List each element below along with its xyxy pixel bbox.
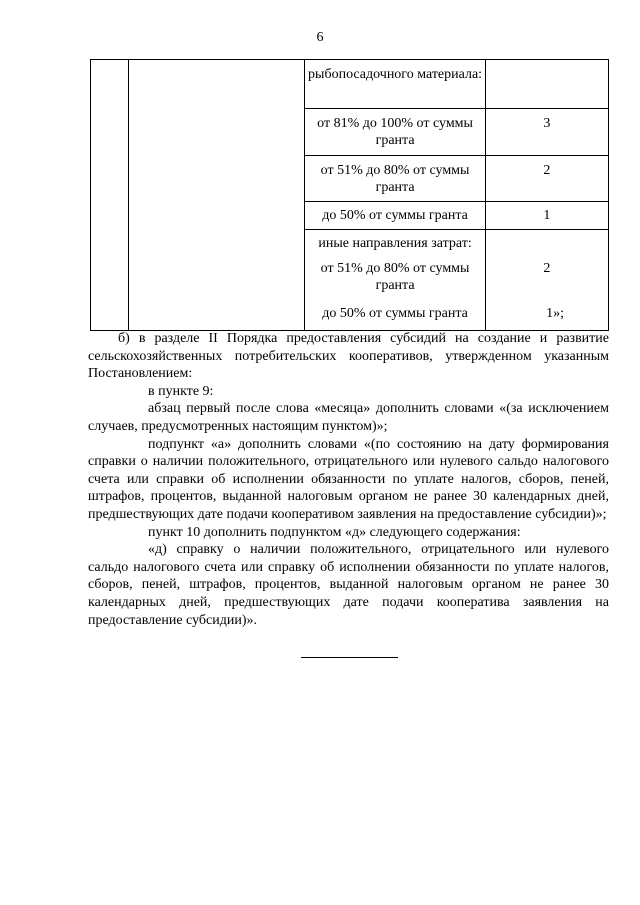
table-cell-score: 1»; (485, 302, 608, 331)
table-cell-number (91, 60, 129, 331)
table-cell-criterion: от 81% до 100% от суммы гранта (305, 109, 485, 156)
table-cell-score: 2 (485, 156, 608, 202)
table-row (91, 60, 609, 109)
paragraph: б) в разделе II Порядка предоставления субсидий на создание и развитие сельскохозяйственных потребительских кооперативов, утвержденном указанным Постановлением: (88, 331, 609, 382)
table-cell-criterion: до 50% от суммы гранта (305, 202, 485, 230)
paragraph: «д) справку о наличии положительного, отрицательного или нулевого сальдо налогового счета или справку об исполнении обязанности по уплате налогов, сборов, пеней, штрафов, процентов, выданной налоговым органом не ранее 30 календарных дней, предшествующих дате подачи кооператива заявления на предоставление субсидии)». (88, 542, 609, 628)
table-cell-score: 1 (485, 202, 608, 230)
table-cell-criterion: до 50% от суммы гранта (305, 302, 485, 331)
paragraph: подпункт «а» дополнить словами «(по состоянию на дату формирования справки о наличии положительного, отрицательного или нулевого сальдо налогового счета или справки об исполнении обязанности по уплате налогов, сборов, пеней, штрафов, процентов, выданной налоговым органом не ранее 30 календарных дней, предшествующих дате подачи кооперативом заявления на предоставление субсидии)»; (88, 436, 609, 522)
table-cell-criterion: рыбопосадочного материала: (305, 60, 485, 109)
table-cell-score (485, 60, 608, 109)
grant-criteria-table (90, 59, 609, 331)
table-cell-score: 3 (485, 109, 608, 156)
table-cell-score (485, 230, 608, 260)
table-cell-direction (129, 60, 305, 331)
paragraph: пункт 10 дополнить подпунктом «д» следующего содержания: (148, 524, 521, 540)
table-cell-criterion: иные направления затрат: (305, 230, 485, 260)
table-cell-criterion: от 51% до 80% от суммы гранта (305, 156, 485, 202)
table-cell-score: 2 (485, 260, 608, 302)
amendment-text (88, 330, 609, 629)
table-cell-criterion: от 51% до 80% от суммы гранта (305, 260, 485, 302)
paragraph: в пункте 9: (148, 383, 214, 399)
page-number: 6 (316, 30, 324, 45)
closing-rule (301, 657, 398, 658)
paragraph: абзац первый после слова «месяца» дополнить словами «(за исключением случаев, предусмотренных настоящим пунктом)»; (88, 401, 609, 434)
